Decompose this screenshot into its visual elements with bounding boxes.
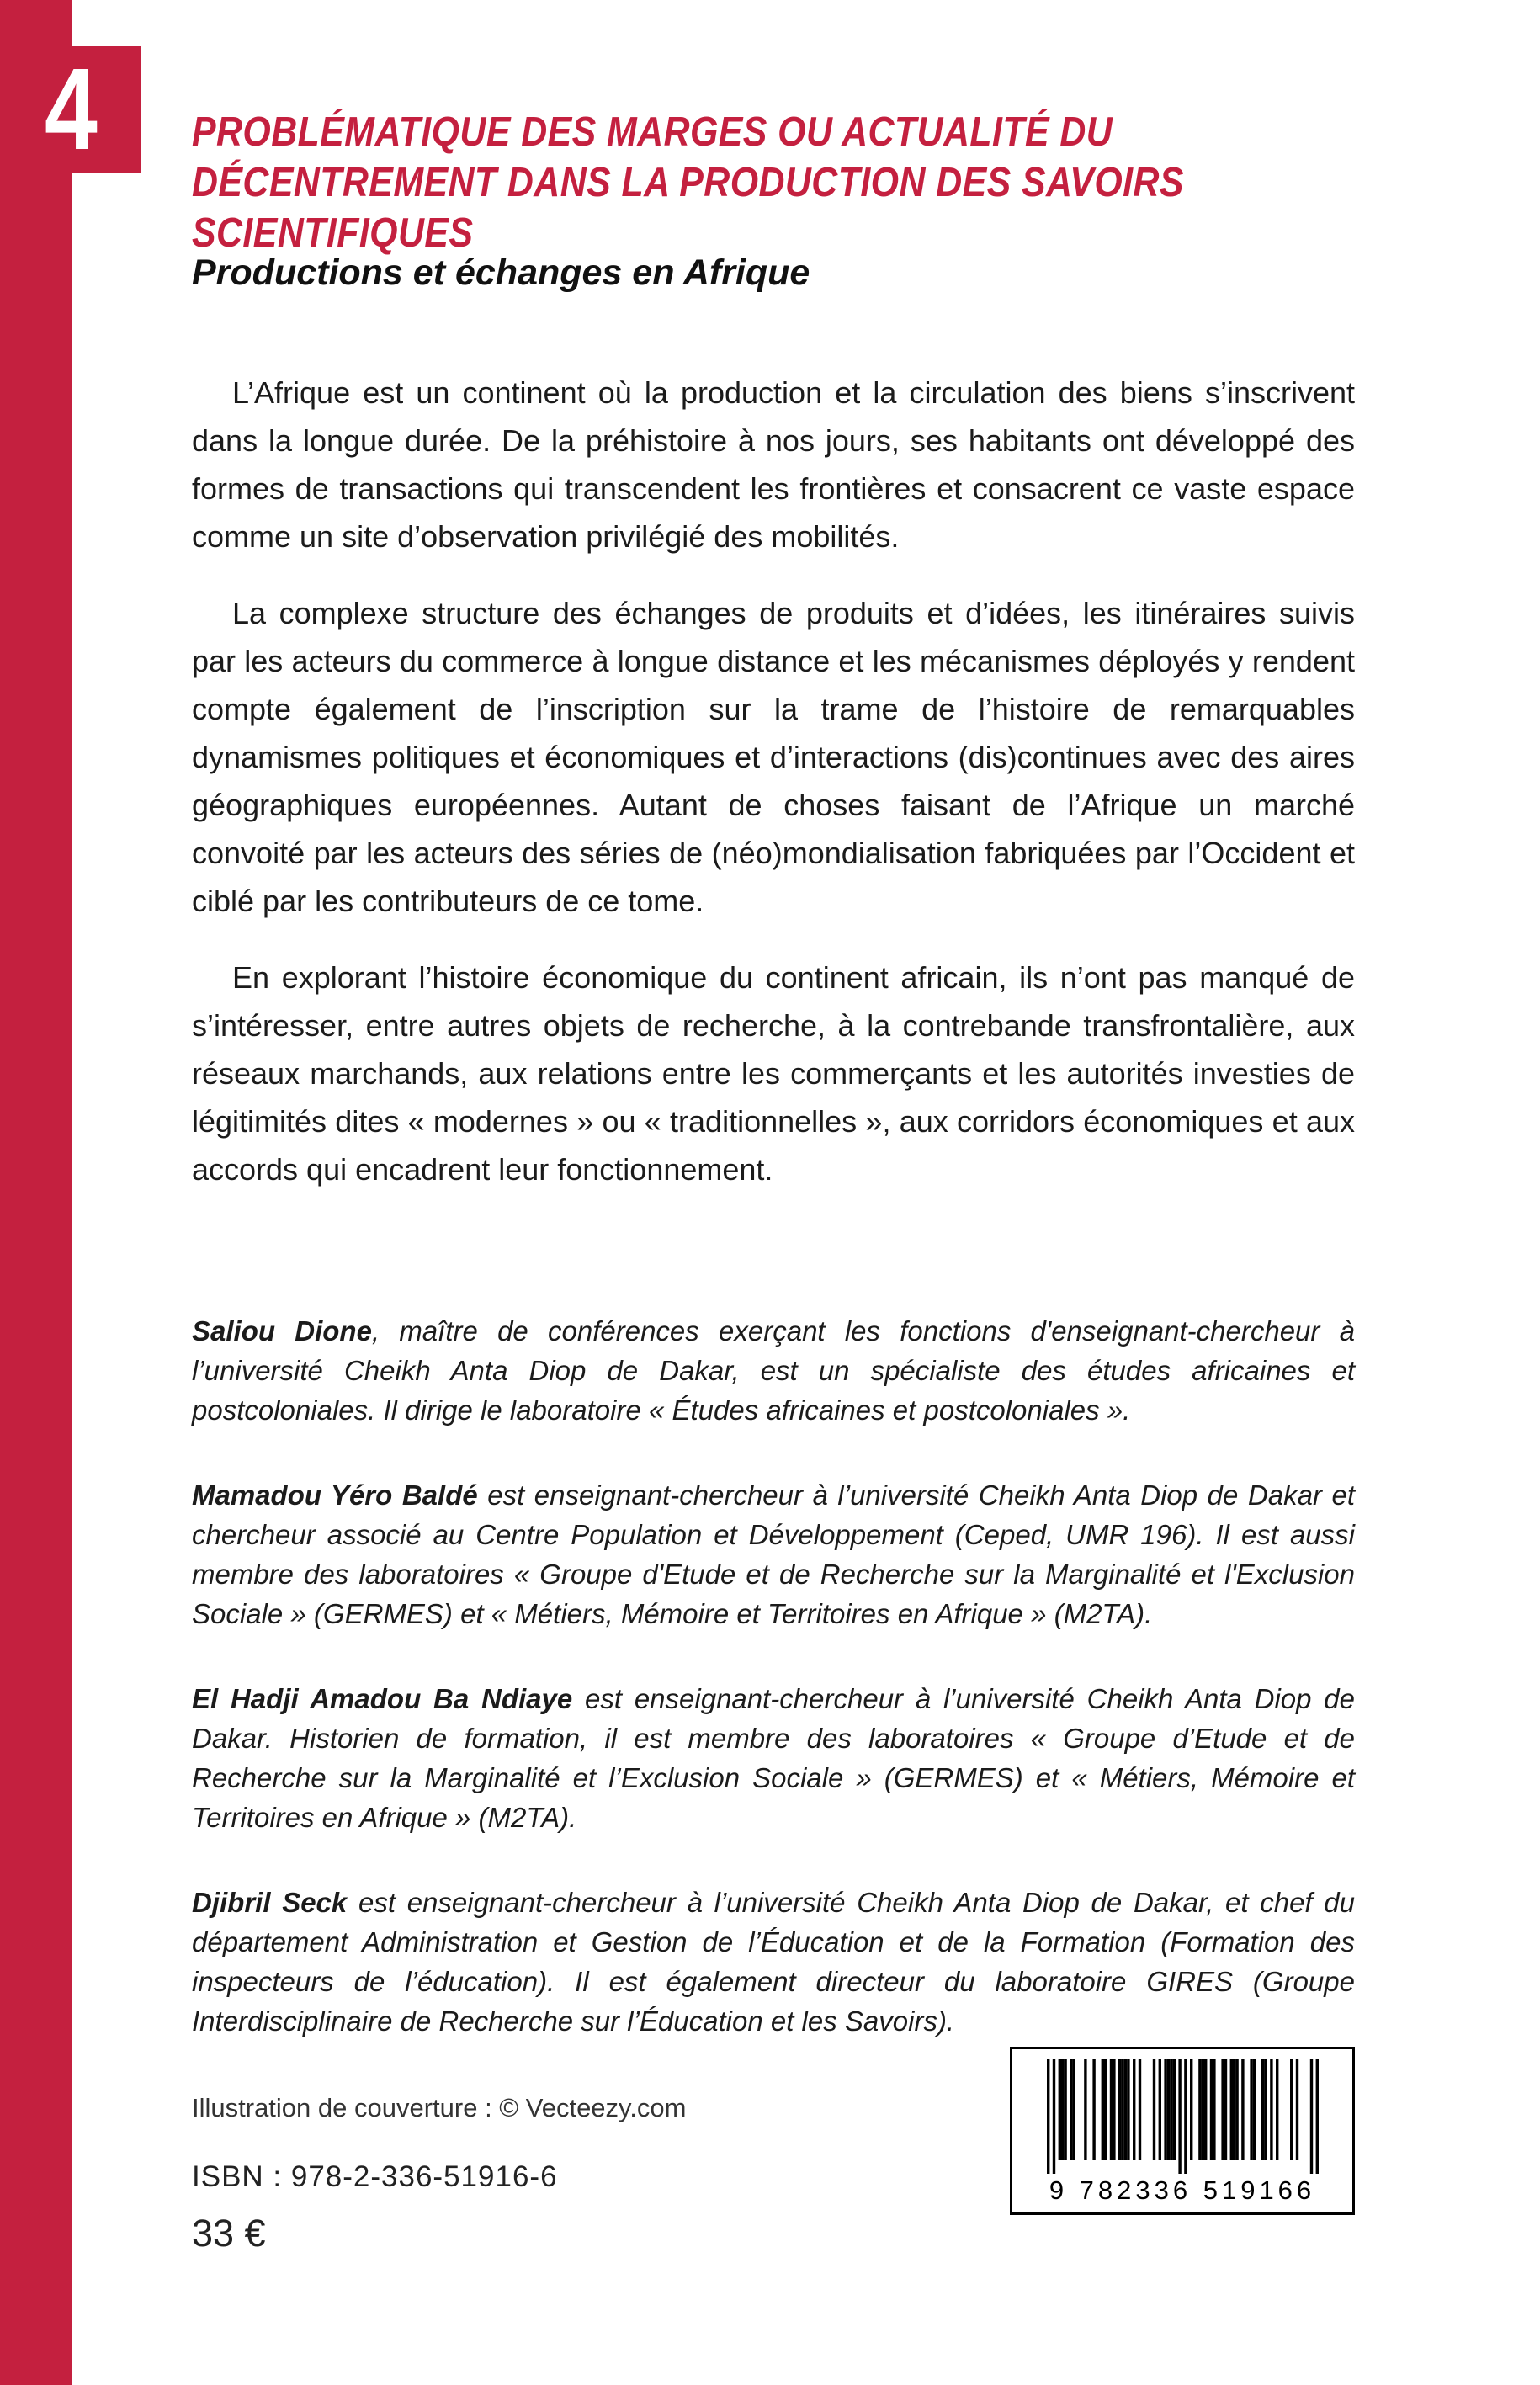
summary-paragraph: En explorant l’histoire économique du continent africain, ils n’ont pas manqué de s’intéresser, entre autres objets de recherche, à la contrebande transfrontalière, aux réseaux marchands, aux relations entre les commerçants et les autorités investies de légitimités dites « modernes » ou « traditionnelles », aux corridors économiques et aux accords qui encadrent leur fonctionnement.: [192, 960, 1355, 1187]
author-bio: [192, 1311, 1355, 1430]
back-cover-summary: [192, 369, 1355, 1222]
book-title: PROBLÉMATIQUE DES MARGES OU ACTUALITÉ DU DÉCENTREMENT DANS LA PRODUCTION DES SAVOIRS SCIENTIFIQUES: [192, 109, 1184, 256]
chapter-number-box: [0, 46, 141, 173]
author-name: Djibril Seck: [192, 1887, 348, 1918]
author-bio: [192, 1475, 1355, 1633]
author-name: Saliou Dione: [192, 1315, 372, 1347]
left-accent-strip: [0, 0, 72, 2385]
author-bio: [192, 1883, 1355, 2041]
chapter-number: 4: [44, 45, 98, 174]
author-bio-text: est enseignant-chercheur à l’université Cheikh Anta Diop de Dakar. Historien de formation, il est membre des laboratoires « Groupe d’Etude et de Recherche sur la Marginalité et l’Exclusion Sociale » (GERMES) et « Métiers, Mémoire et Territoires en Afrique » (M2TA).: [192, 1683, 1355, 1833]
author-name: El Hadji Amadou Ba Ndiaye: [192, 1683, 573, 1714]
author-bio: [192, 1679, 1355, 1837]
author-bio-text: est enseignant-chercheur à l’université Cheikh Anta Diop de Dakar, et chef du département Administration et Gestion de l’Éducation et de la Formation (Formation des inspecteurs de l’éducation). Il est également directeur du laboratoire GIRES (Groupe Interdisciplinaire de Recherche sur l’Éducation et les Savoirs).: [192, 1887, 1356, 2037]
summary-paragraph: L’Afrique est un continent où la production et la circulation des biens s’inscrivent dans la longue durée. De la préhistoire à nos jours, ses habitants ont développé des formes de transactions qui transcendent les frontières et consacrent ce vaste espace comme un site d’observation privilégié des mobilités.: [192, 375, 1355, 554]
isbn-text: ISBN : 978-2-336-51916-6: [192, 2160, 558, 2193]
author-name: Mamadou Yéro Baldé: [192, 1479, 478, 1511]
author-bio-text: , maître de conférences exerçant les fonctions d'enseignant-chercheur à l’université Cheikh Anta Diop de Dakar, est un spécialiste des études africaines et postcoloniales. Il dirige le laboratoire « Études africaines et postcoloniales ».: [192, 1315, 1355, 1426]
barcode: [1010, 2047, 1355, 2215]
illustration-credit: Illustration de couverture : © Vecteezy.com: [192, 2093, 687, 2122]
book-subtitle: Productions et échanges en Afrique: [192, 252, 810, 293]
barcode-bars: [1040, 2059, 1325, 2174]
summary-paragraph: La complexe structure des échanges de produits et d’idées, les itinéraires suivis par les acteurs du commerce à longue distance et les mécanismes déployés y rendent compte également de l’inscription sur la trame de l’histoire de remarquables dynamismes politiques et économiques et d’interactions (dis)continues avec des aires géographiques européennes. Autant de choses faisant de l’Afrique un marché convoité par les acteurs des séries de (néo)mondialisation fabriquées par l’Occident et ciblé par les contributeurs de ce tome.: [192, 596, 1355, 918]
author-bio-text: est enseignant-chercheur à l’université Cheikh Anta Diop de Dakar et chercheur associé au Centre Population et Développement (Ceped, UMR 196). Il est aussi membre des laboratoires « Groupe d'Etude et de Recherche sur la Marginalité et l'Exclusion Sociale » (GERMES) et « Métiers, Mémoire et Territoires en Afrique » (M2TA).: [192, 1479, 1355, 1629]
author-bios: [192, 1311, 1355, 2086]
title-block: [192, 108, 1356, 258]
price-text: 33 €: [192, 2212, 266, 2255]
barcode-number: 9 782336 519166: [1049, 2175, 1316, 2205]
